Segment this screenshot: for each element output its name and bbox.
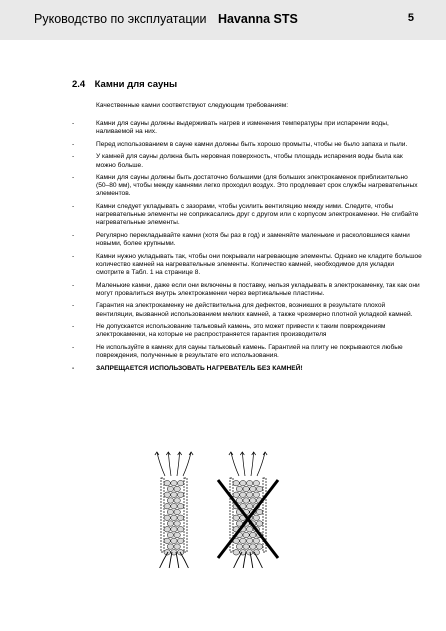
list-item-text: Перед использованием в сауне камни должны быть хорошо промыты, чтобы не было запаха и пыли.: [96, 140, 408, 148]
section-intro: Качественные камни соответствуют следующим требованиям:: [96, 102, 289, 109]
stone: [243, 498, 249, 503]
bullet-dash: -: [72, 203, 75, 211]
list-item-text: Не допускается использование тальковый камень, это может привести к таким повреждениям электрокаменки, на которые не распространяется гарантия производителя: [96, 323, 386, 339]
stone: [167, 521, 173, 526]
stone: [171, 515, 177, 520]
heating-element-lead: [180, 552, 188, 568]
stone: [164, 538, 170, 543]
stone: [167, 486, 173, 491]
airflow-arrow: [251, 452, 254, 476]
list-item: [72, 232, 422, 248]
stone: [174, 498, 180, 503]
stone: [250, 544, 256, 549]
airflow-arrow: [242, 452, 245, 476]
stone: [250, 486, 256, 491]
stone: [250, 532, 256, 537]
list-item: [72, 365, 422, 373]
stone: [177, 504, 183, 509]
stone: [246, 480, 252, 485]
bullet-dash: -: [72, 140, 75, 148]
stone: [171, 480, 177, 485]
section-title: Камни для сауны: [94, 79, 178, 90]
stone: [174, 521, 180, 526]
stone: [246, 492, 252, 497]
stone: [177, 527, 183, 532]
stone: [233, 480, 239, 485]
stone: [164, 492, 170, 497]
stone: [174, 509, 180, 514]
list-item-text: Регулярно перекладывайте камни (хотя бы раз в год) и заменяйте маленькие и расколовшиеся камни новыми, более крупными.: [96, 232, 410, 248]
stone: [253, 480, 259, 485]
stone: [243, 486, 249, 491]
list-item-text: Маленькие камни, даже если они включены в поставку, нельзя укладывать в электрокаменку, так как они могут провалиться внутрь электрокаменки через вертикальные пластины.: [96, 281, 420, 297]
list-item-text: У камней для сауны должна быть неровная поверхность, чтобы площадь испарения воды была как можно больше.: [96, 153, 403, 169]
list-item: [72, 282, 422, 298]
stone: [177, 515, 183, 520]
stone: [253, 515, 259, 520]
list-item: [72, 203, 422, 227]
stone: [256, 544, 262, 549]
stone: [253, 492, 259, 497]
stone: [164, 480, 170, 485]
list-item: [72, 153, 422, 169]
incorrect-stone-stacking-figure: [216, 448, 280, 570]
stone: [171, 538, 177, 543]
page-number: 5: [407, 12, 414, 24]
stone: [174, 532, 180, 537]
correct-stone-stacking-figure: [148, 448, 200, 570]
stone: [243, 544, 249, 549]
stone: [233, 492, 239, 497]
heater-wall-left: [161, 478, 164, 552]
stone: [177, 492, 183, 497]
stone: [171, 527, 177, 532]
stone: [236, 486, 242, 491]
page-header: [0, 0, 446, 40]
stone: [240, 538, 246, 543]
list-item-text: Камни для сауны должны выдерживать нагрев и изменения температуры при испарении воды, наливаемой на них.: [96, 120, 389, 136]
list-item-text: Не используйте в камнях для сауны тальковый камень. Гарантией на плиту не покрываются любые повреждения, полученные в результате его использования.: [96, 344, 403, 360]
bullet-dash: -: [72, 281, 75, 289]
manual-title-text: Руководство по эксплуатации: [34, 12, 207, 26]
stone: [256, 509, 262, 514]
airflow-arrow: [183, 452, 191, 476]
stone: [246, 538, 252, 543]
list-item: [72, 174, 422, 198]
bullet-dash: -: [72, 153, 75, 161]
model-name: Havanna STS: [217, 12, 298, 26]
stone: [174, 486, 180, 491]
stone: [236, 498, 242, 503]
stone: [171, 492, 177, 497]
stone: [167, 509, 173, 514]
section-number: 2.4: [72, 79, 86, 90]
airflow-arrow: [257, 452, 265, 476]
stone: [246, 504, 252, 509]
bullet-dash: -: [72, 174, 75, 182]
bullet-dash: -: [72, 323, 75, 331]
manual-title: [34, 12, 298, 26]
stone: [167, 498, 173, 503]
stone: [164, 527, 170, 532]
stone: [236, 544, 242, 549]
stone: [174, 544, 180, 549]
stone: [240, 492, 246, 497]
bullet-dash: -: [72, 120, 75, 127]
stone: [256, 486, 262, 491]
stone: [243, 532, 249, 537]
list-item: [72, 344, 422, 360]
stone: [253, 538, 259, 543]
bullet-dash: -: [72, 232, 75, 239]
airflow-arrow: [157, 452, 165, 476]
stone: [256, 521, 262, 526]
stone: [246, 527, 252, 532]
stone: [177, 480, 183, 485]
stone: [164, 515, 170, 520]
airflow-arrow: [168, 452, 171, 476]
stone: [177, 538, 183, 543]
stone: [164, 504, 170, 509]
bullet-dash: -: [72, 364, 75, 372]
bullet-dash: -: [72, 302, 75, 310]
stone: [240, 480, 246, 485]
heating-element-lead: [160, 552, 168, 568]
list-item-text: Камни нужно укладывать так, чтобы они покрывали нагревающие элементы. Однако не кладите большое количество камней на нагревательные элементы. Количество камней, необходимое для укладки смотрите в Табл. 1 на странице 8.: [96, 252, 422, 276]
section-heading: [72, 79, 177, 90]
airflow-arrow: [177, 452, 180, 476]
airflow-arrow: [231, 452, 239, 476]
list-item: [72, 120, 422, 136]
list-item: [72, 141, 422, 149]
stone: [233, 515, 239, 520]
stone: [250, 498, 256, 503]
list-item-text: Камни для сауны должны быть достаточно большими (для больших электрокаменок приблизительно (50–80 мм), чтобы между камнями легко проходил воздух. Это продлевает срок службы нагревательных элементов.: [96, 174, 418, 198]
list-item: [72, 323, 422, 339]
list-item: [72, 302, 422, 318]
list-item-text: Гарантия на электрокаменку не действительна для дефектов, возникших в результате плохой вентиляции, вызванной использованием мелких камней, а также чрезмерно плотной укладкой камней.: [96, 302, 413, 318]
stone: [233, 550, 239, 555]
stone: [167, 544, 173, 549]
stone: [167, 532, 173, 537]
stone: [171, 504, 177, 509]
heater-wall-right: [184, 478, 187, 552]
list-item-text: ЗАПРЕЩАЕТСЯ ИСПОЛЬЗОВАТЬ НАГРЕВАТЕЛЬ БЕЗ КАМНЕЙ!: [96, 364, 303, 372]
list-item-text: Камни следует укладывать с зазорами, чтобы усилить вентиляцию между ними. Следите, чтобы нагревательные элементы не соприкасались друг с другом или с корпусом электрокаменки. Не сгибайте нагревательные элементы.: [96, 203, 419, 227]
list-item: [72, 253, 422, 277]
bullet-dash: -: [72, 344, 75, 351]
bullet-dash: -: [72, 252, 75, 260]
requirements-list: [72, 120, 422, 377]
